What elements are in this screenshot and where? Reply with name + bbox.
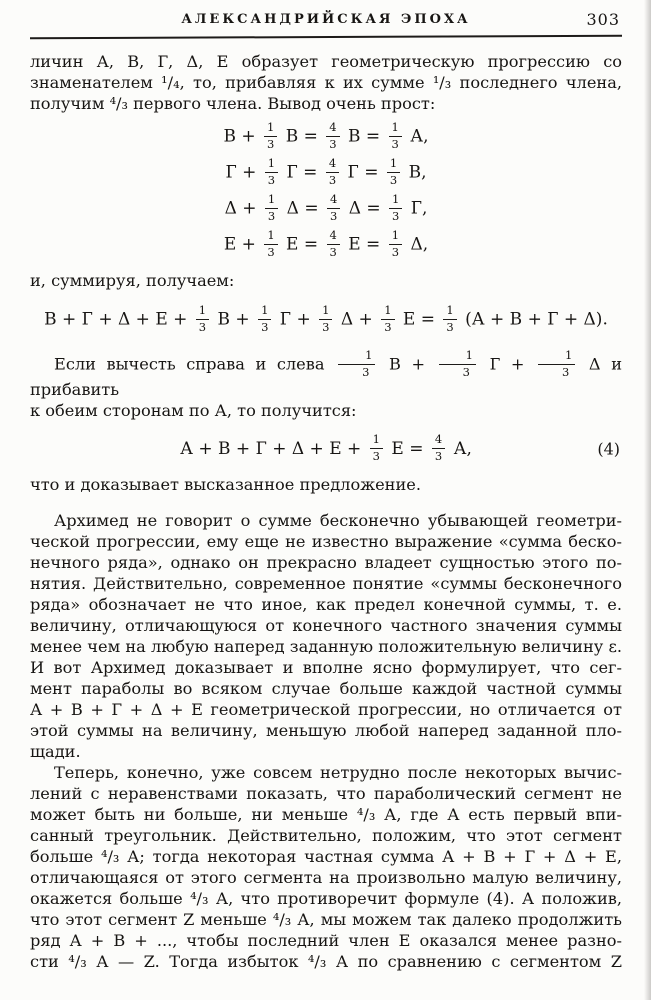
text-line: Теперь, конечно, уже совсем нетрудно после некоторых вычис- xyxy=(54,763,622,782)
equation-number: (4) xyxy=(597,439,620,459)
equation-row: В + $\frac{1}{3}$ В = $\frac{4}{3}$ В = $\frac{1}{3}$ А, xyxy=(223,120,429,151)
scan-edge-shadow xyxy=(644,0,651,1000)
equation-group xyxy=(30,120,622,259)
equation-row: Г + $\frac{1}{3}$ Г = $\frac{4}{3}$ Г = $\frac{1}{3}$ В, xyxy=(225,156,427,187)
text-line: Архимед не говорит о сумме бесконечно убывающей геометри- xyxy=(54,511,622,530)
fraction: $\frac{4}{3}$ xyxy=(432,434,445,462)
text-line: менее чем на любую наперед заданную положительную величину ε. xyxy=(30,637,622,656)
fraction: $\frac{1}{3}$ xyxy=(258,305,271,333)
fraction: $\frac{1}{3}$ xyxy=(389,122,402,150)
fraction: $\frac{1}{3}$ xyxy=(264,122,277,150)
fraction: $\frac{1}{3}$ xyxy=(389,230,402,258)
fraction: $\frac{1}{3}$ xyxy=(387,158,400,186)
paragraph-now xyxy=(30,762,622,972)
fraction: $\frac{1}{3}$ xyxy=(443,305,456,333)
text-line: санный треугольник. Действительно, положим, что этот сегмент xyxy=(30,826,622,845)
text-line: получим ⁴/₃ первого члена. Вывод очень прост: xyxy=(30,94,436,113)
fraction: $\frac{1}{3}$ xyxy=(264,230,277,258)
fraction: $\frac{1}{3}$ xyxy=(389,194,402,222)
text-line: этой суммы на величину, меньшую любой наперед заданной пло- xyxy=(30,721,622,740)
paragraph-continuation xyxy=(30,51,622,114)
paragraph-subtract xyxy=(30,348,622,421)
page-content xyxy=(30,10,622,972)
equation-4-body: А + В + Г + Δ + Е + $\frac{1}{3}$ Е = $\frac{4}{3}$ А, xyxy=(180,432,472,463)
equation-row: Е + $\frac{1}{3}$ Е = $\frac{4}{3}$ Е = $\frac{1}{3}$ Δ, xyxy=(223,228,429,259)
text-line: величину, отличающуюся от конечного частного значения суммы xyxy=(30,616,622,635)
text-line: личин А, В, Г, Δ, Е образует геометрическую прогрессию со xyxy=(30,52,622,71)
text-line: ряда» обозначает не что иное, как предел конечной суммы, т. е. xyxy=(30,595,622,614)
text-line: лений с неравенствами показать, что параболический сегмент не xyxy=(30,784,622,803)
text-line: ческой прогрессии, ему еще не известно выражение «сумма беско- xyxy=(30,532,622,551)
text-line: ряд А + В + ..., чтобы последний член Е оказался менее разно- xyxy=(30,931,622,950)
text-line: нятия. Действительно, современное понятие «суммы бесконечного xyxy=(30,574,622,593)
fraction: $\frac{4}{3}$ xyxy=(327,230,340,258)
text-line: больше ⁴/₃ А; тогда некоторая частная сумма А + В + Г + Δ + Е, xyxy=(30,847,622,866)
text-line: И вот Архимед доказывает и вполне ясно формулирует, что сег- xyxy=(30,658,622,677)
fraction: $\frac{1}{3}$ xyxy=(319,305,332,333)
fraction: $\frac{1}{3}$ xyxy=(538,350,575,378)
text-line: щади. xyxy=(30,742,81,761)
conclusion-line: что и доказывает высказанное предложение. xyxy=(30,475,421,494)
fraction: $\frac{1}{3}$ xyxy=(338,350,375,378)
sum-intro-line: и, суммируя, получаем: xyxy=(30,271,235,290)
text-line: А + В + Г + Δ + Е геометрической прогрессии, но отличается от xyxy=(30,700,622,719)
text-line: что этот сегмент Z меньше ⁴/₃ А, мы можем так далеко продолжить xyxy=(30,910,622,929)
fraction: $\frac{1}{3}$ xyxy=(370,434,383,462)
fraction: $\frac{4}{3}$ xyxy=(326,122,339,150)
running-head-title: АЛЕКСАНДРИЙСКАЯ ЭПОХА xyxy=(181,12,471,27)
fraction: $\frac{4}{3}$ xyxy=(326,158,339,186)
running-head xyxy=(30,10,622,32)
fraction: $\frac{1}{3}$ xyxy=(265,194,278,222)
text-line: окажется больше ⁴/₃ А, что противоречит формуле (4). А положив, xyxy=(30,889,622,908)
page-number: 303 xyxy=(586,10,620,29)
equation-4 xyxy=(30,432,622,463)
header-rule xyxy=(30,35,622,40)
text-line: нечного ряда», однако он прекрасно владеет сущностью этого по- xyxy=(30,553,622,572)
fraction: $\frac{1}{3}$ xyxy=(196,305,209,333)
fraction: $\frac{1}{3}$ xyxy=(381,305,394,333)
text-line: сти ⁴/₃ А — Z. Тогда избыток ⁴/₃ А по сравнению с сегментом Z xyxy=(30,952,622,971)
text-line: к обеим сторонам по А, то получится: xyxy=(30,401,357,420)
fraction: $\frac{4}{3}$ xyxy=(327,194,340,222)
text-line: мент параболы во всяком случае больше каждой частной суммы xyxy=(30,679,622,698)
text-line: Если вычесть справа и слева $\frac{1}{3}$ В + $\frac{1}{3}$ Г + $\frac{1}{3}$ Δ и прибавить xyxy=(30,348,622,399)
text-line: отличающаяся от этого сегмента на произвольно малую величину, xyxy=(30,868,622,887)
text-line: знаменателем ¹/₄, то, прибавляя к их сумме ¹/₃ последнего члена, xyxy=(30,73,622,92)
equation-row: Δ + $\frac{1}{3}$ Δ = $\frac{4}{3}$ Δ = $\frac{1}{3}$ Г, xyxy=(224,192,428,223)
text-line: может быть ни больше, ни меньше ⁴/₃ А, где А есть первый впи- xyxy=(30,805,622,824)
equation-sum: В + Г + Δ + Е + $\frac{1}{3}$ В + $\frac{1}{3}$ Г + $\frac{1}{3}$ Δ + $\frac{1}{3}$ Е = $\frac{1}{3}$ (А + В + Г + Δ). xyxy=(44,303,608,334)
fraction: $\frac{1}{3}$ xyxy=(265,158,278,186)
paragraph-archimedes xyxy=(30,510,622,762)
fraction: $\frac{1}{3}$ xyxy=(439,350,476,378)
